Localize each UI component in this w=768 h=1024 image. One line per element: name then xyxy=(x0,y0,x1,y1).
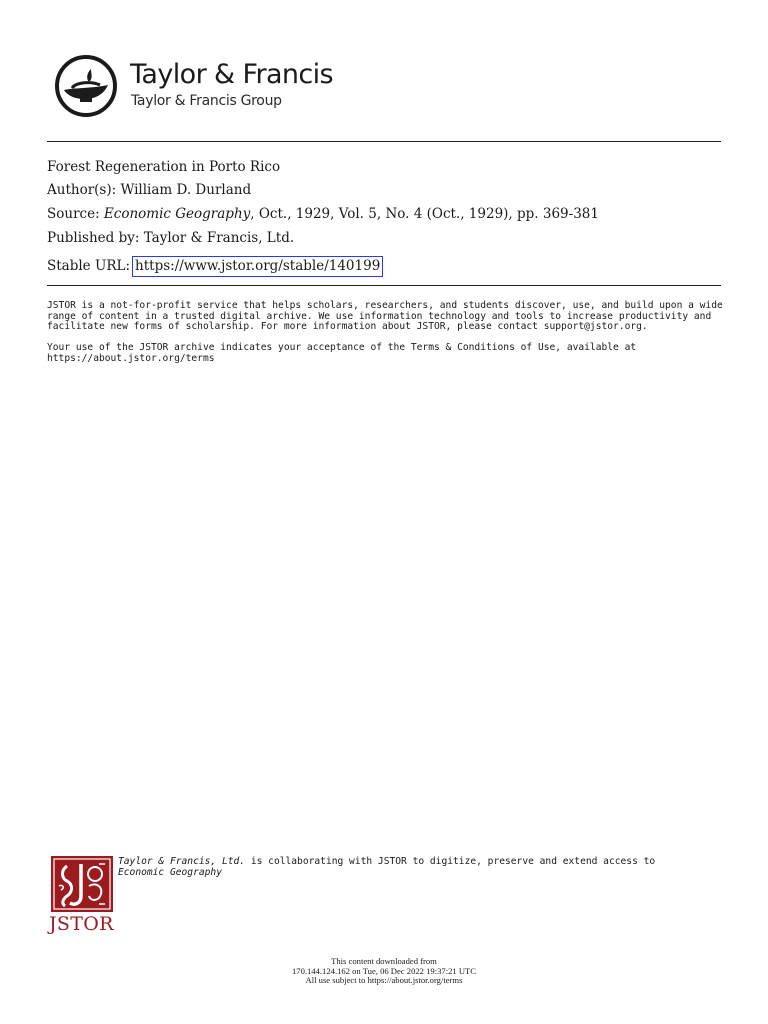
publisher-logo xyxy=(52,54,352,118)
footer-line-1: This content downloaded from xyxy=(331,956,437,966)
footer-line-3: All use subject to https://about.jstor.org/terms xyxy=(305,975,463,986)
article-title xyxy=(47,159,280,175)
lamp-emblem-icon xyxy=(52,54,120,118)
source-details: , Oct., 1929, Vol. 5, No. 4 (Oct., 1929), pp. 369-381 xyxy=(250,206,599,222)
publisher-name: Taylor & Francis, Ltd. xyxy=(143,230,295,246)
footer-line-2: 170.144.124.162 on Tue, 06 Dec 2022 19:37:21 UTC xyxy=(291,965,477,976)
journal-name: Economic Geography xyxy=(103,206,251,222)
author-name: William D. Durland xyxy=(120,182,252,198)
publisher-label: Published by: xyxy=(47,230,140,246)
jstor-wordmark: JSTOR xyxy=(49,913,114,935)
publisher-group-name: Taylor & Francis Group xyxy=(131,93,282,109)
author-label: Author(s): xyxy=(47,182,117,198)
collab-journal: Economic Geography xyxy=(118,867,222,878)
article-publisher-line xyxy=(47,230,294,246)
article-author-line xyxy=(47,182,251,198)
collab-publisher: Taylor & Francis, Ltd. xyxy=(118,856,246,867)
stable-url-link[interactable]: https://www.jstor.org/stable/140199 xyxy=(132,256,383,277)
collab-text: is collaborating with JSTOR to digitize, preserve and extend access to xyxy=(245,856,656,867)
terms-notice-text: Your use of the JSTOR archive indicates your acceptance of the Terms & Conditions of Use, available at xyxy=(47,342,637,353)
source-label: Source: xyxy=(47,206,100,222)
stable-url-line xyxy=(47,256,383,277)
article-source-line xyxy=(47,206,599,222)
collaboration-statement xyxy=(118,856,718,878)
publisher-brand-name: Taylor & Francis xyxy=(130,59,334,90)
terms-link[interactable]: https://about.jstor.org/terms xyxy=(47,352,215,364)
jstor-emblem-icon xyxy=(51,856,113,912)
download-footer xyxy=(184,957,584,986)
article-title-text: Forest Regeneration in Porto Rico xyxy=(47,159,281,175)
terms-notice xyxy=(47,343,727,364)
top-divider xyxy=(47,141,721,142)
jstor-about-notice: JSTOR is a not-for-profit service that helps scholars, researchers, and students discover, use, and build upon a wide range of content in a trusted digital archive. We use information technology and tools to increase productivity and facilitate new forms of scholarship. For more information about JSTOR, please contact support@jstor.org. xyxy=(47,300,723,332)
stable-url-label: Stable URL: xyxy=(47,258,131,274)
middle-divider xyxy=(47,285,721,286)
